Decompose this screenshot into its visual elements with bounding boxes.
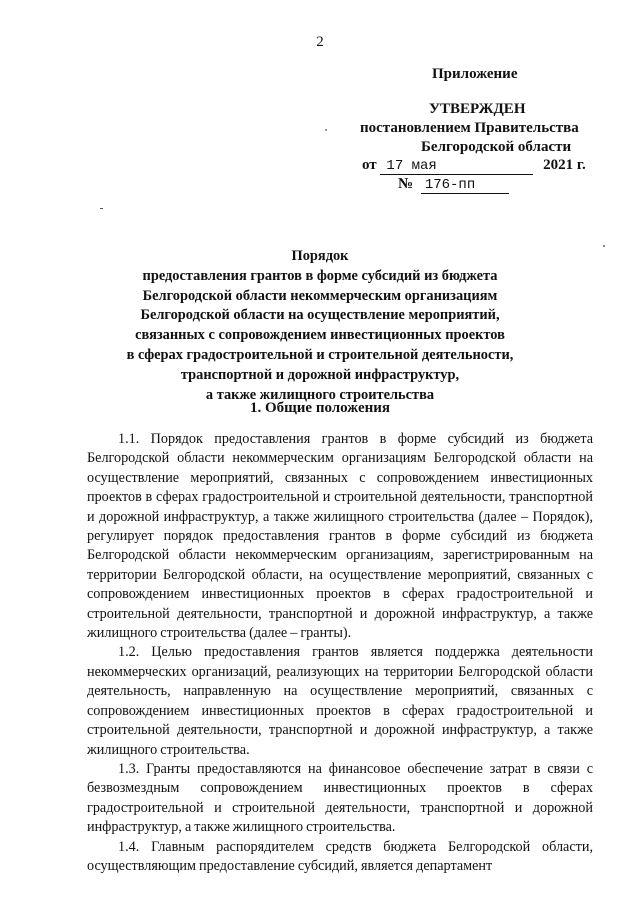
title-line: Белгородской области некоммерческим организациям [142,287,498,304]
date-label: от [362,157,377,173]
decree-number-line [398,176,509,194]
section-heading: 1. Общие положения [249,400,391,416]
paragraph-1-1: 1.1. Порядок предоставления грантов в форме субсидий из бюджета Белгородской области некоммерческим организациям Белгородской области на осуществление мероприятий, связанных с сопровождением инвестиционных проектов в сферах градостроительной и строительной деятельности, транспортной и дорожной инфраструктур, а также жилищного строительства (далее – Порядок), регулирует порядок предоставления грантов в форме субсидий из бюджета Белгородской области некоммерческим организациям, зарегистрированным на территории Белгородской области, на осуществление мероприятий, связанных с сопровождением инвестиционных проектов в сферах градостроительной и строительной деятельности, транспортной и дорожной инфраструктур, а также жилищного строительства (далее – гранты). [87,431,593,642]
paragraph-1-3: 1.3. Гранты предоставляются на финансовое обеспечение затрат в связи с безвозмездным сопровождением инвестиционных проектов в сферах градостроительной и строительной деятельности, транспортной и дорожной инфраструктур, а также жилищного строительства. [87,760,593,836]
title-line: предоставления грантов в форме субсидий из бюджета [142,267,498,284]
paragraph-1-2: 1.2. Целью предоставления грантов является поддержка деятельности некоммерческих организаций, реализующих на территории Белгородской области деятельность, направленную на осуществление мероприятий, связанных с сопровождением инвестиционных проектов в сферах градостроительной и строительной деятельности, транспортной и дорожной инфраструктур, а также жилищного строительства. [87,644,593,758]
decree-date-line [362,157,586,175]
title-line: в сферах градостроительной и строительной деятельности, [126,346,514,363]
decree-label: постановлением Правительства [360,120,579,136]
approved-label: УТВЕРЖДЕН [429,101,526,117]
number-label: № [398,176,414,192]
document-title [0,247,640,405]
title-line: связанных с сопровождением инвестиционных проектов [135,327,505,344]
appendix-label: Приложение [432,66,518,82]
title-line: Белгородской области на осуществление мероприятий, [140,307,500,324]
title-line: Порядок [291,248,349,264]
number-value: 176-пп [421,177,509,194]
scan-speck [100,208,103,209]
date-value: 17 мая [380,158,533,175]
document-body [87,430,593,876]
page-number: 2 [316,34,324,50]
paragraph-1-4: 1.4. Главным распорядителем средств бюджета Белгородской области, осуществляющим предоставление субсидий, является департамент [87,838,593,874]
date-year: 2021 г. [543,157,586,173]
region-label: Белгородской области [421,139,572,155]
scan-speck [325,129,327,131]
title-line: транспортной и дорожной инфраструктур, [180,366,460,383]
title-line: а также жилищного строительства [205,386,435,403]
